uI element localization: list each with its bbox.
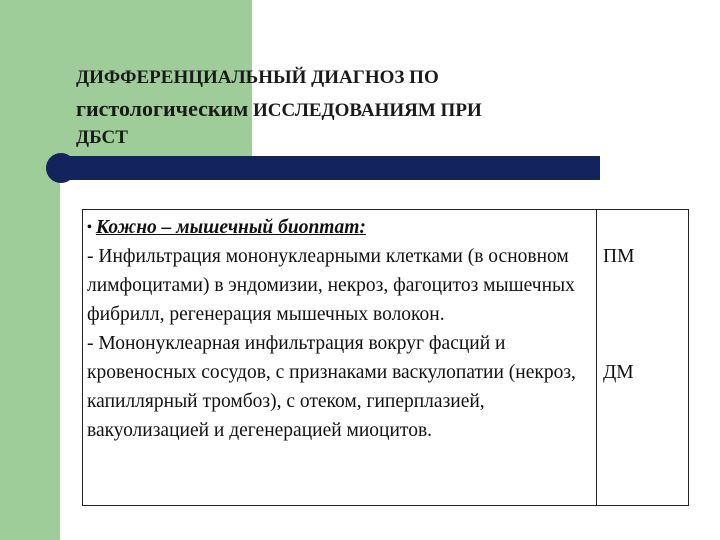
title-bar-circle [46,153,76,183]
label-dm: ДМ [603,362,634,383]
diagnosis-table [82,209,689,506]
title-line-1: ДИФФЕРЕНЦИАЛЬНЫЙ ДИАГНОЗ ПО [76,67,439,88]
bullet-icon: • [87,220,92,235]
paragraph-dm: - Мононуклеарная инфильтрация вокруг фасций и кровеносных сосудов, с признаками васкулопатии (некроз, капиллярный тромбоз), с отеком, гиперплазией, вакуолизацией и дегенерацией миоцитов. [87,333,576,441]
biopsy-heading-text: Кожно – мышечный биоптат: [95,217,366,238]
label-pm: ПМ [603,246,635,267]
abbreviation-cell [597,210,689,506]
green-left-strip [0,171,60,540]
title-line-3: ДБСТ [76,127,128,148]
paragraph-pm: - Инфильтрация мононуклеарными клетками (в основном лимфоцитами) в эндомизии, некроз, фагоцитоз мышечных фибрилл, регенерация мышечных волокон. [87,246,575,325]
title-line-2-lowercase: гистологическим [76,96,249,121]
slide-title [76,62,676,153]
table-row [83,210,689,506]
biopsy-heading [87,213,596,242]
title-line-2-rest: ИССЛЕДОВАНИЯМ ПРИ [248,100,482,121]
description-cell [83,210,597,506]
title-underline-bar [60,156,600,180]
